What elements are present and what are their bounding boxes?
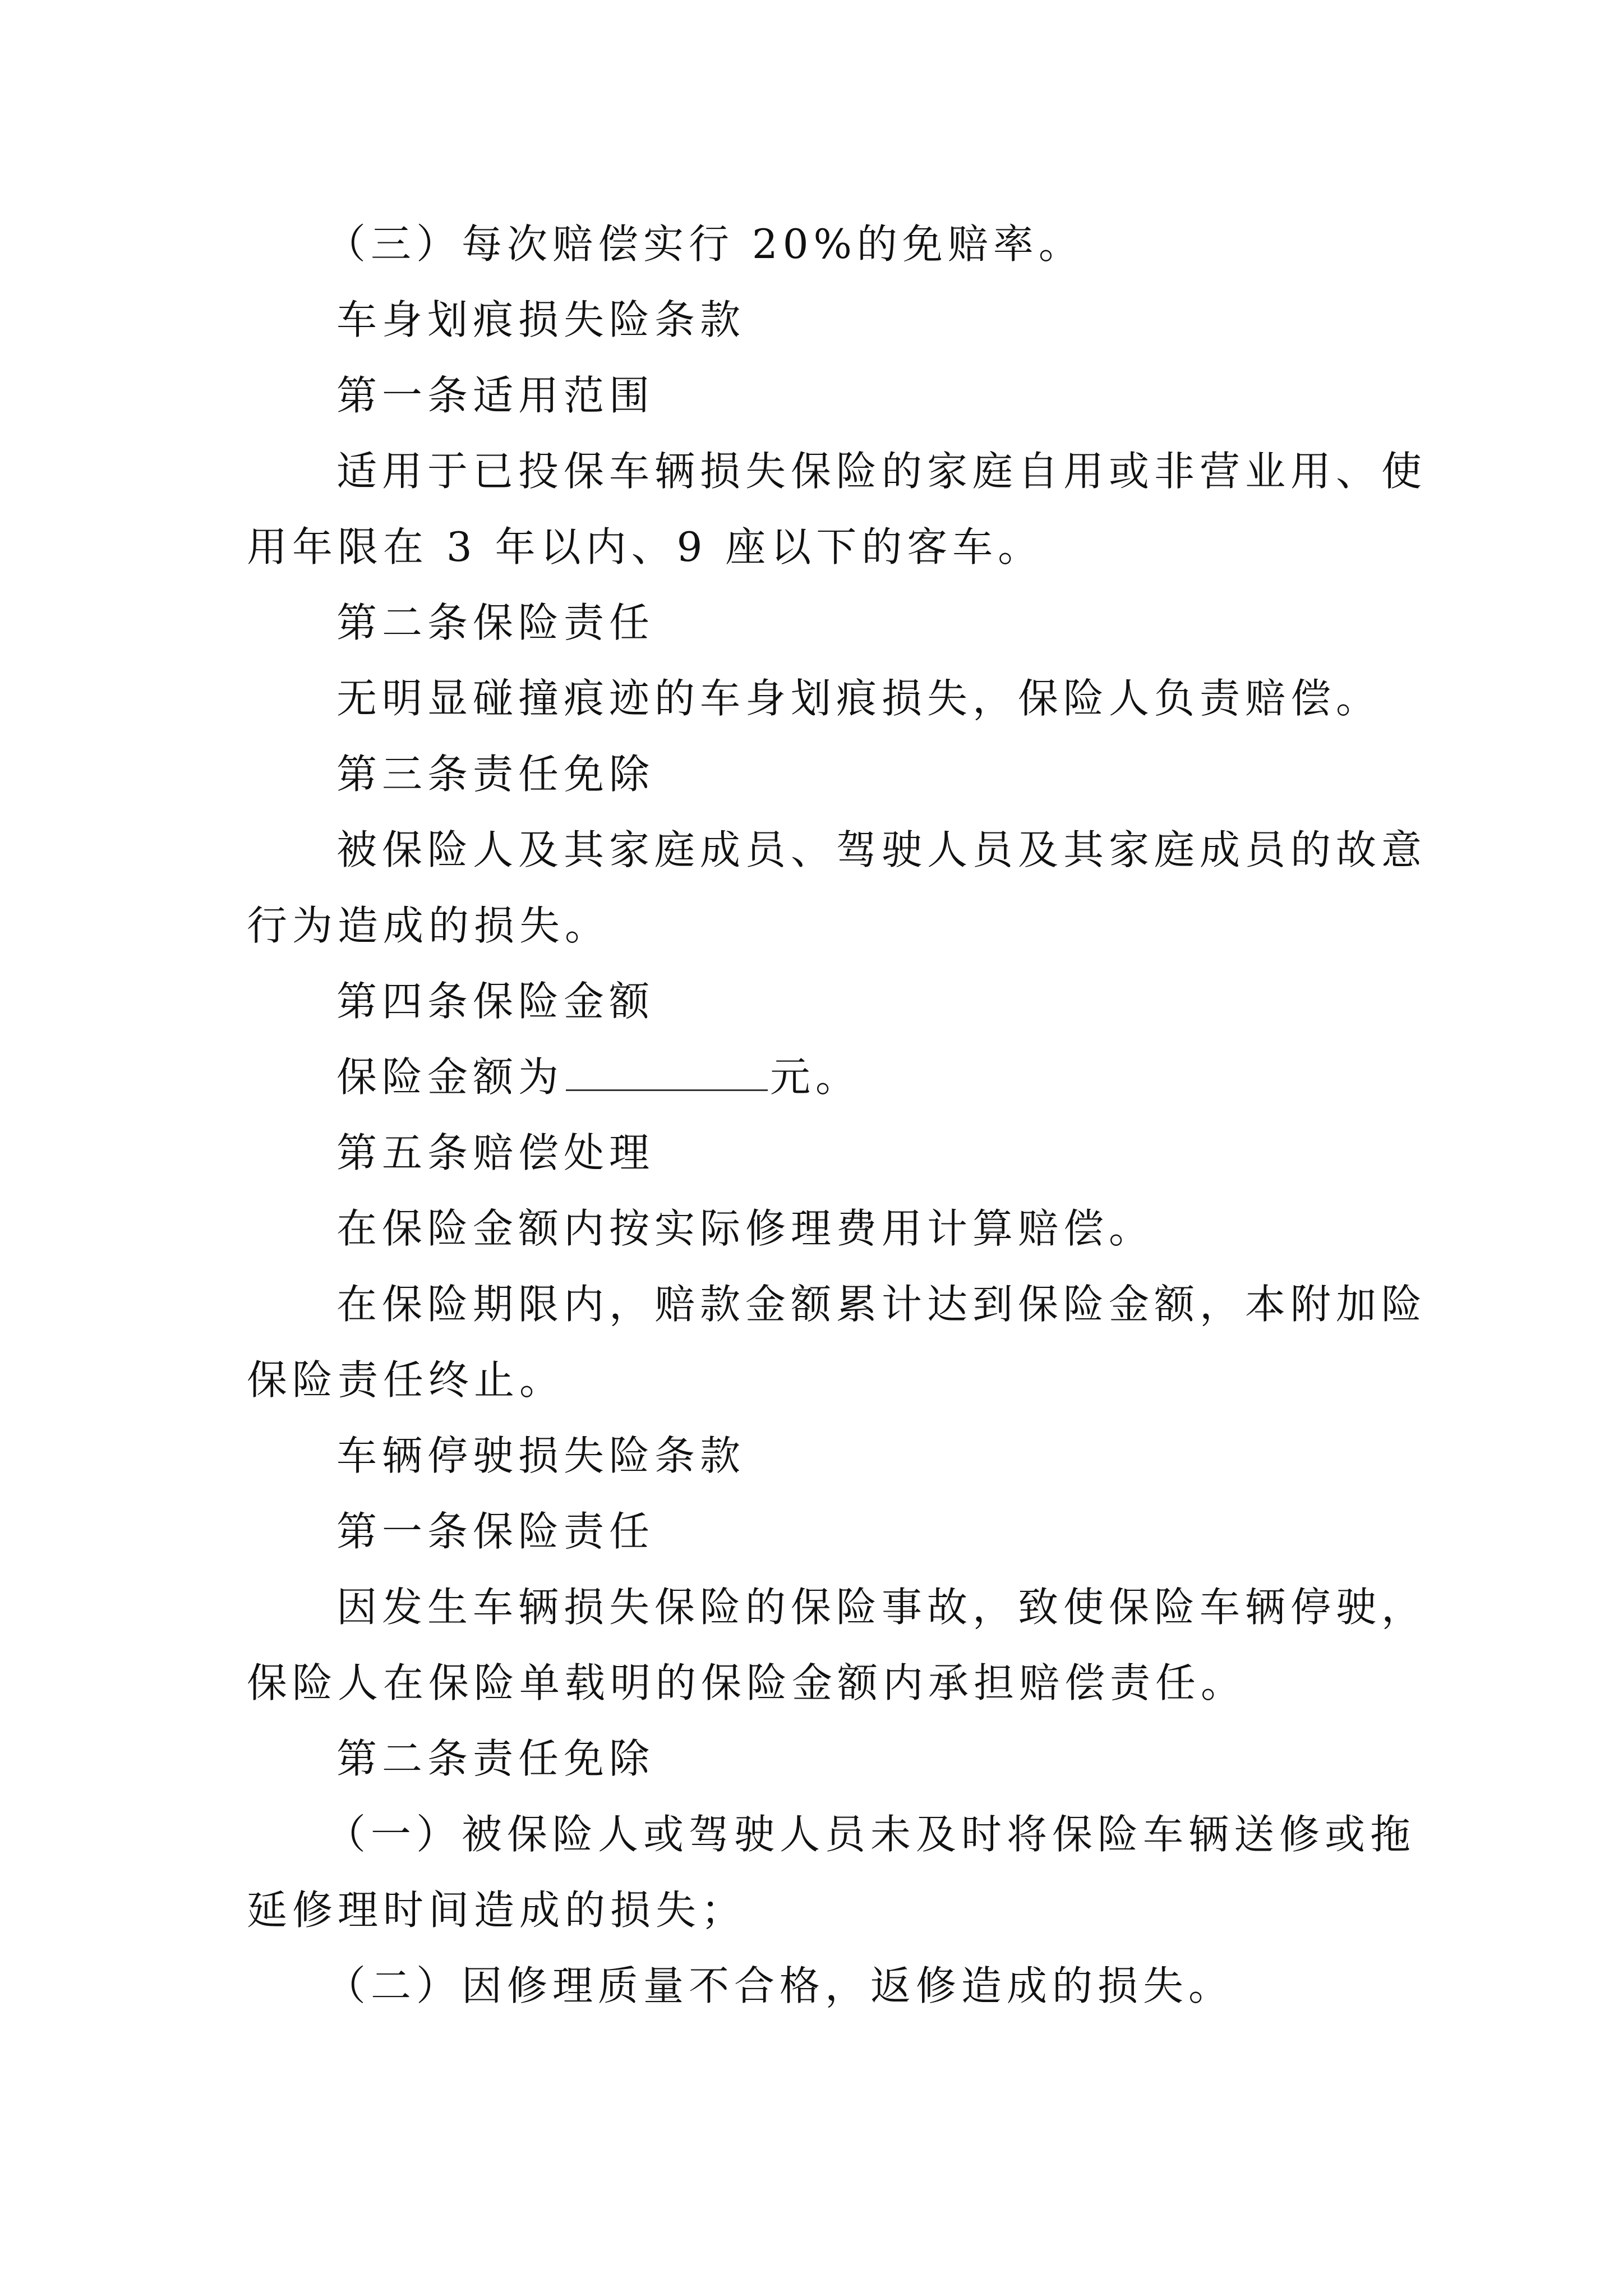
article-heading-exclusions: 第三条责任免除 (336, 751, 655, 798)
paragraph-line: 延修理时间造成的损失； (247, 1887, 747, 1934)
section-title-scratch-insurance: 车身划痕损失险条款 (336, 296, 746, 343)
insured-amount-label: 保险金额为 (336, 1053, 564, 1101)
clause-item-three: （三）每次赔偿实行 20%的免赔率。 (325, 220, 1084, 268)
paragraph-line: 适用于已投保车辆损失保险的家庭自用或非营业用、使 (336, 448, 1427, 495)
article-heading-scope: 第一条适用范围 (336, 372, 655, 419)
section-title-downtime-insurance: 车辆停驶损失险条款 (336, 1432, 746, 1479)
paragraph-line: 因发生车辆损失保险的保险事故，致使保险车辆停驶， (336, 1584, 1427, 1631)
paragraph-line: 在保险期限内，赔款金额累计达到保险金额，本附加险 (336, 1281, 1427, 1328)
insured-amount-unit: 元。 (770, 1053, 861, 1101)
paragraph-line: 用年限在 3 年以内、9 座以下的客车。 (247, 523, 1044, 570)
paragraph-line: 无明显碰撞痕迹的车身划痕损失，保险人负责赔偿。 (336, 675, 1382, 722)
paragraph-line: 行为造成的损失。 (247, 902, 611, 949)
article-heading-liability: 第一条保险责任 (336, 1508, 655, 1555)
paragraph-line: 被保险人及其家庭成员、驾驶人员及其家庭成员的故意 (336, 826, 1427, 873)
insured-amount-line (336, 1052, 861, 1102)
article-heading-liability: 第二条保险责任 (336, 599, 655, 646)
clause-item-one: （一）被保险人或驾驶人员未及时将保险车辆送修或拖 (325, 1811, 1416, 1858)
paragraph-line: 保险人在保险单载明的保险金额内承担赔偿责任。 (247, 1659, 1247, 1706)
paragraph-line: 在保险金额内按实际修理费用计算赔偿。 (336, 1205, 1155, 1252)
article-heading-insured-amount: 第四条保险金额 (336, 978, 655, 1025)
clause-item-two: （二）因修理质量不合格，返修造成的损失。 (325, 1962, 1234, 2009)
insured-amount-blank[interactable] (566, 1055, 768, 1091)
article-heading-claims: 第五条赔偿处理 (336, 1129, 655, 1176)
paragraph-line: 保险责任终止。 (247, 1356, 565, 1404)
article-heading-exclusions: 第二条责任免除 (336, 1735, 655, 1782)
